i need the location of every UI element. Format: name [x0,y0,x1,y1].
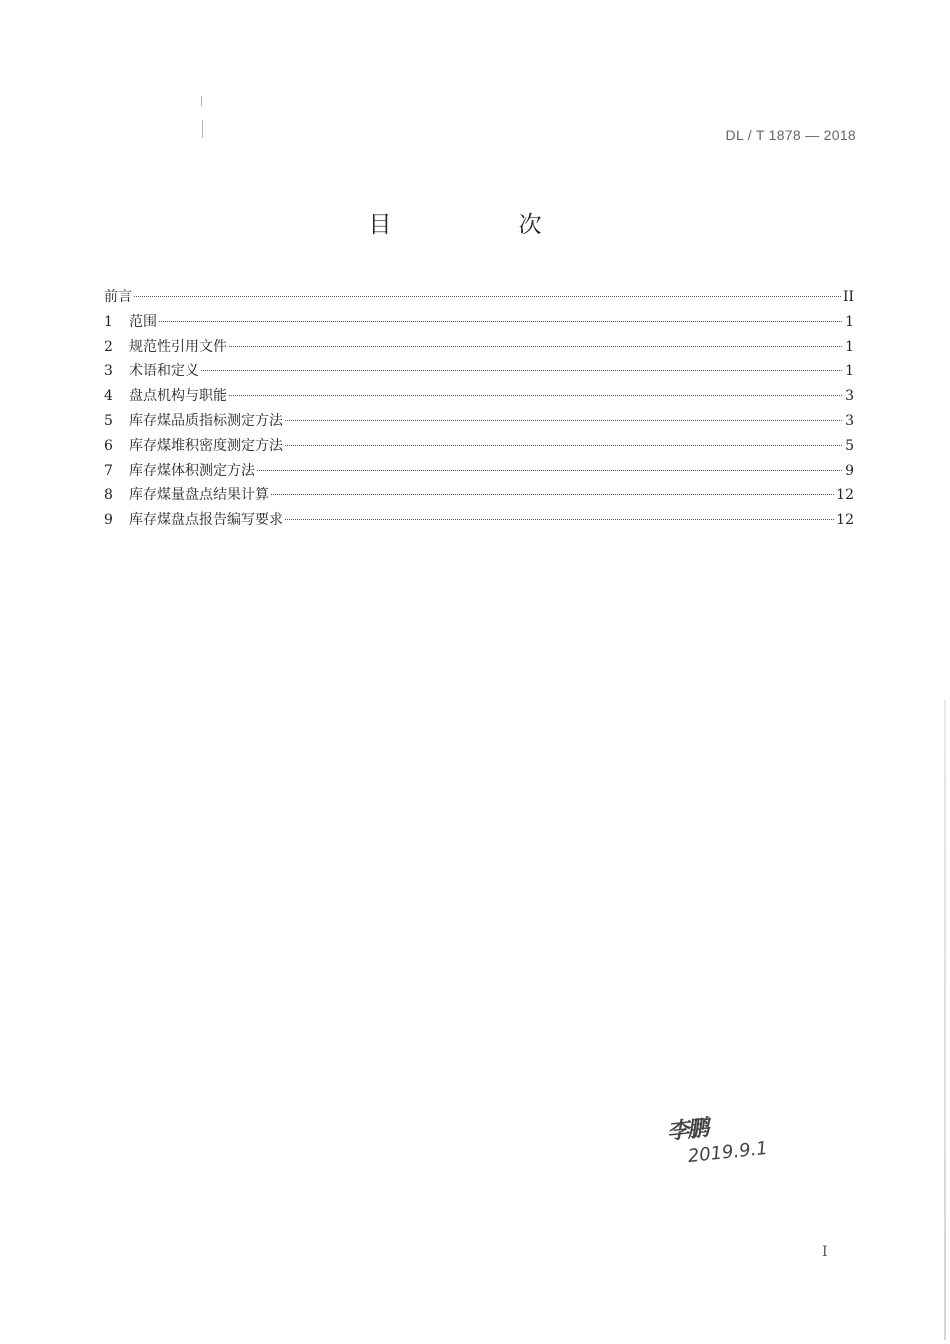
toc-leader-dots [229,395,842,396]
toc-entry-page: 1 [845,338,854,355]
toc-entry-foreword[interactable] [104,286,854,311]
toc-entry-label: 规范性引用文件 [129,338,227,355]
scan-speck [202,120,203,138]
toc-entry-label: 术语和定义 [129,363,199,380]
table-of-contents [104,286,854,534]
toc-entry-page: II [842,289,854,305]
toc-entry-number: 2 [104,338,113,355]
toc-entry-page: 1 [845,363,854,380]
toc-entry-label: 前言 [104,289,132,305]
toc-entry-number: 6 [104,437,113,454]
toc-entry-2[interactable] [104,336,854,361]
toc-entry-6[interactable] [104,435,854,460]
toc-leader-dots [134,296,841,297]
scan-speck [201,96,202,106]
toc-leader-dots [271,494,834,495]
toc-entry-page: 9 [845,462,854,479]
toc-entry-page: 5 [845,437,854,454]
signature-date: 2019.9.1 [686,1137,769,1168]
toc-leader-dots [159,321,842,322]
handwritten-signature [665,1105,768,1169]
toc-entry-9[interactable] [104,509,854,534]
toc-entry-label: 库存煤品质指标测定方法 [129,412,283,429]
toc-leader-dots [229,346,842,347]
toc-entry-8[interactable] [104,484,854,509]
signature-name: 李鹏 [665,1116,709,1146]
toc-entry-page: 3 [845,388,854,405]
toc-entry-label: 库存煤盘点报告编写要求 [129,512,283,529]
toc-entry-1[interactable] [104,311,854,336]
toc-leader-dots [285,420,842,421]
toc-entry-number: 9 [104,512,113,529]
toc-title: 目 次 [368,212,594,238]
toc-entry-3[interactable] [104,360,854,385]
toc-entry-number: 7 [104,462,113,479]
toc-entry-label: 库存煤堆积密度测定方法 [129,437,283,454]
toc-leader-dots [257,470,842,471]
toc-entry-number: 4 [104,388,113,405]
toc-entry-label: 范围 [129,313,157,330]
toc-entry-page: 12 [836,487,854,504]
toc-entry-number: 8 [104,487,113,504]
toc-entry-number: 1 [104,313,113,330]
toc-entry-page: 1 [845,313,854,330]
toc-entry-label: 库存煤体积测定方法 [129,462,255,479]
toc-entry-7[interactable] [104,460,854,485]
toc-entry-label: 盘点机构与职能 [129,388,227,405]
toc-entry-number: 5 [104,412,113,429]
toc-entry-4[interactable] [104,385,854,410]
toc-entry-number: 3 [104,363,113,380]
toc-entry-label: 库存煤量盘点结果计算 [129,487,269,504]
document-code: DL / T 1878 — 2018 [725,127,856,143]
toc-entry-page: 12 [836,512,854,529]
scan-edge-shadow [944,700,946,1340]
toc-entry-page: 3 [845,412,854,429]
toc-entry-5[interactable] [104,410,854,435]
toc-leader-dots [201,370,842,371]
toc-leader-dots [285,445,842,446]
toc-leader-dots [285,519,834,520]
page-number: I [822,1244,828,1260]
